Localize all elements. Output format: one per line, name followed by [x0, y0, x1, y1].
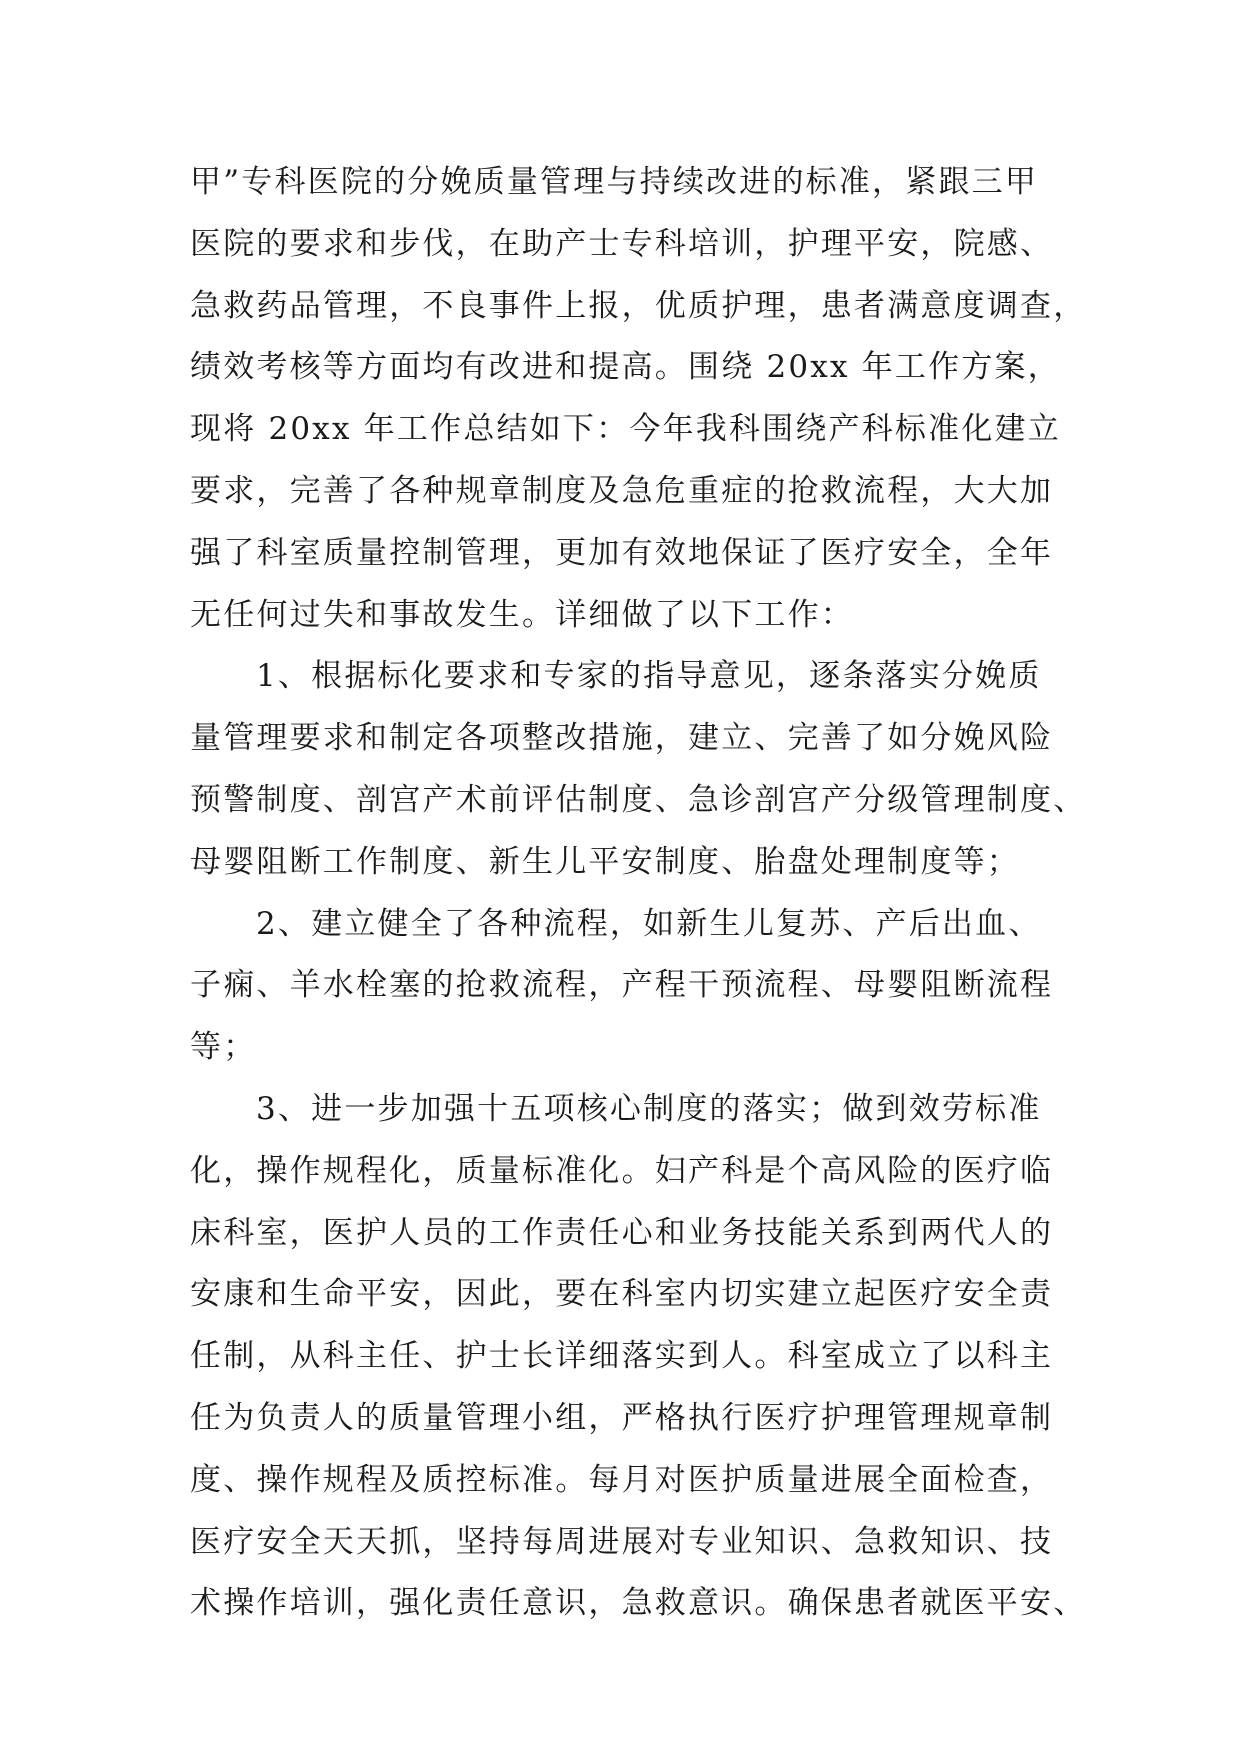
text-line: 床科室，医护人员的工作责任心和业务技能关系到两代人的 — [190, 1214, 1054, 1251]
text-line: 急救药品管理，不良事件上报，优质护理，患者满意度调查， — [190, 287, 1087, 324]
text-line: 预警制度、剖宫产术前评估制度、急诊剖宫产分级管理制度、 — [190, 781, 1087, 818]
text-line: 无任何过失和事故发生。详细做了以下工作： — [190, 596, 854, 633]
text-line: 医院的要求和步伐，在助产士专科培训，护理平安，院感、 — [190, 225, 1054, 262]
text-line: 医疗安全天天抓，坚持每周进展对专业知识、急救知识、技 — [190, 1523, 1054, 1560]
text-line: 等； — [190, 1029, 257, 1066]
text-line: 强了科室质量控制管理，更加有效地保证了医疗安全，全年 — [190, 534, 1054, 571]
text-line: 要求，完善了各种规章制度及急危重症的抢救流程，大大加 — [190, 472, 1054, 509]
text-line: 3、进一步加强十五项核心制度的落实；做到效劳标准 — [256, 1090, 1042, 1127]
text-line: 术操作培训，强化责任意识，急救意识。确保患者就医平安、 — [190, 1585, 1087, 1622]
text-line: 量管理要求和制定各项整改措施，建立、完善了如分娩风险 — [190, 720, 1054, 757]
text-line: 母婴阻断工作制度、新生儿平安制度、胎盘处理制度等； — [190, 843, 1020, 880]
text-line: 化，操作规程化，质量标准化。妇产科是个高风险的医疗临 — [190, 1152, 1054, 1189]
text-line: 绩效考核等方面均有改进和提高。围绕 20xx 年工作方案， — [190, 349, 1061, 386]
text-line: 现将 20xx 年工作总结如下：今年我科围绕产科标准化建立 — [190, 411, 1061, 448]
body-text — [190, 152, 1087, 1635]
text-line: 任为负责人的质量管理小组，严格执行医疗护理管理规章制 — [190, 1399, 1054, 1436]
text-line: 度、操作规程及质控标准。每月对医护质量进展全面检查， — [190, 1461, 1054, 1498]
text-line: 安康和生命平安，因此，要在科室内切实建立起医疗安全责 — [190, 1276, 1054, 1313]
text-line: 甲”专科医院的分娩质量管理与持续改进的标准，紧跟三甲 — [190, 164, 1039, 200]
text-line: 1、根据标化要求和专家的指导意见，逐条落实分娩质 — [256, 658, 1042, 695]
text-line: 子痫、羊水栓塞的抢救流程，产程干预流程、母婴阻断流程 — [190, 967, 1054, 1004]
text-line: 任制，从科主任、护士长详细落实到人。科室成立了以科主 — [190, 1338, 1054, 1375]
text-line: 2、建立健全了各种流程，如新生儿复苏、产后出血、 — [256, 905, 1042, 942]
